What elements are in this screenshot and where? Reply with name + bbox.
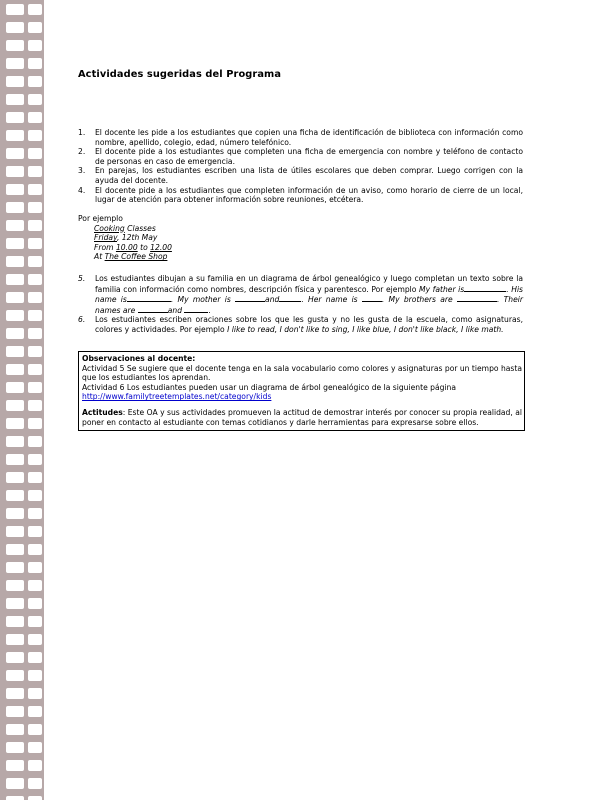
binding-hole [6,238,24,249]
binding-hole [6,400,24,411]
binding-hole [28,4,42,15]
binding-hole [6,112,24,123]
blank-line [279,294,301,302]
binding-hole [6,220,24,231]
binding-hole [28,634,42,645]
binding-hole [28,472,42,483]
binding-hole [6,724,24,735]
binding-hole [28,166,42,177]
binding-hole [28,94,42,105]
binding-hole [28,526,42,537]
family-tree-link[interactable]: http://www.familytreetemplates.net/category/kids [82,392,272,402]
binding-hole [28,670,42,681]
blank-line [464,284,506,292]
binding-hole [6,526,24,537]
binding-hole [28,328,42,339]
binding-hole [6,364,24,375]
binding-hole [28,742,42,753]
binding-hole [6,274,24,285]
binding-hole [28,148,42,159]
page-title: Actividades sugeridas del Programa [78,69,282,80]
binding-hole [6,634,24,645]
binding-hole [6,202,24,213]
blank-line [457,294,497,302]
binding-hole [6,670,24,681]
binding-hole [28,310,42,321]
note-attitudes: Actitudes: Este OA y sus actividades promueven la actitud de demostrar interés por conocer su propia realidad, al poner en contacto al estudiante con temas cotidianos y darle herramientas para expresarse sobre ellos. [82,407,522,427]
binding-hole [6,166,24,177]
blank-line [362,294,382,302]
activity-list-5-6 [78,274,523,335]
binding-hole [28,580,42,591]
binding-hole [28,40,42,51]
binding-hole [6,94,24,105]
binding-hole [28,130,42,141]
binding-hole [6,22,24,33]
binding-hole [6,742,24,753]
binding-hole [28,238,42,249]
binding-hole [6,328,24,339]
binding-hole [6,418,24,429]
binding-hole [6,616,24,627]
blank-line [138,305,168,313]
binding-hole [6,562,24,573]
binding-hole [28,202,42,213]
binding-hole [28,400,42,411]
binding-hole [28,652,42,663]
blank-line [127,294,171,302]
binding-hole [6,490,24,501]
blank-line [184,305,208,313]
notice-example [78,214,172,262]
spiral-binding [0,0,44,800]
binding-hole [28,112,42,123]
binding-hole [6,346,24,357]
binding-hole [28,706,42,717]
binding-hole [28,220,42,231]
binding-hole [6,454,24,465]
binding-hole [28,436,42,447]
binding-hole [28,508,42,519]
binding-hole [28,778,42,789]
binding-hole [6,40,24,51]
list-item: 4. El docente pide a los estudiantes que completen información de un aviso, como horario de cierre de un local, lugar de atención para obtener información sobre reuniones, etcétera. [78,185,523,205]
binding-hole [28,454,42,465]
binding-hole [6,760,24,771]
note-activity-6: Actividad 6 Los estudiantes pueden usar un diagrama de árbol genealógico de la siguiente página [82,382,457,392]
binding-hole [28,544,42,555]
binding-hole [6,256,24,267]
binding-hole [28,58,42,69]
binding-hole [28,364,42,375]
teacher-notes-box [78,351,525,431]
binding-hole [28,760,42,771]
binding-hole [6,580,24,591]
binding-hole [6,472,24,483]
binding-hole [28,292,42,303]
binding-hole [6,382,24,393]
binding-hole [6,76,24,87]
binding-hole [28,562,42,573]
binding-hole [6,130,24,141]
example-notice: Cooking Classes Friday, 12th May From 10.00 to 12.00 At The Coffee Shop [94,223,172,262]
binding-hole [6,58,24,69]
binding-hole [6,778,24,789]
binding-hole [6,598,24,609]
list-item: 6. Los estudiantes escriben oraciones sobre los que les gusta y no les gusta de la escuela, como asignaturas, colores y actividades. Por ejemplo I like to read, I don't like to sing, I like blue, I don't like black, I like math. [78,315,523,334]
binding-hole [6,184,24,195]
binding-hole [6,544,24,555]
binding-hole [6,508,24,519]
binding-hole [28,616,42,627]
binding-hole [28,274,42,285]
blank-line [235,294,265,302]
binding-hole [28,490,42,501]
binding-hole [6,436,24,447]
binding-hole [28,418,42,429]
activity-list-1-4 [78,128,523,205]
binding-hole [6,706,24,717]
notes-heading: Observaciones al docente: [82,354,196,363]
binding-hole [6,652,24,663]
binding-hole [28,796,42,807]
binding-hole [6,310,24,321]
binding-hole [28,382,42,393]
binding-hole [28,184,42,195]
binding-hole [28,346,42,357]
binding-hole [6,796,24,807]
binding-hole [6,4,24,15]
list-item: 3. En parejas, los estudiantes escriben una lista de útiles escolares que deben comprar. Luego corrigen con la ayuda del docente. [78,166,523,185]
list-item: 2. El docente pide a los estudiantes que completen una ficha de emergencia con nombre y teléfono de contacto de personas en caso de emergencia. [78,147,523,166]
binding-hole [28,598,42,609]
binding-hole [28,724,42,735]
note-activity-5: Actividad 5 Se sugiere que el docente tenga en la sala vocabulario como colores y asignaturas por un tiempo hasta que los estudiantes los aprendan. [82,363,523,383]
example-label: Por ejemplo [78,214,123,223]
binding-hole [28,22,42,33]
binding-hole [6,148,24,159]
list-item: 5. Los estudiantes dibujan a su familia en un diagrama de árbol genealógico y luego completan un texto sobre la familia con información como nombres, descripción física y parentesco. Por ejemplo My father is . His name is . My mother is and . Her name is . My brothers are . Their names are and . [78,274,524,315]
list-item: 1. El docente les pide a los estudiantes que copien una ficha de identificación de biblioteca con información como nombre, apellido, colegio, edad, número telefónico. [78,128,523,147]
binding-hole [28,76,42,87]
binding-hole [6,688,24,699]
binding-hole [28,688,42,699]
binding-hole [28,256,42,267]
binding-hole [6,292,24,303]
